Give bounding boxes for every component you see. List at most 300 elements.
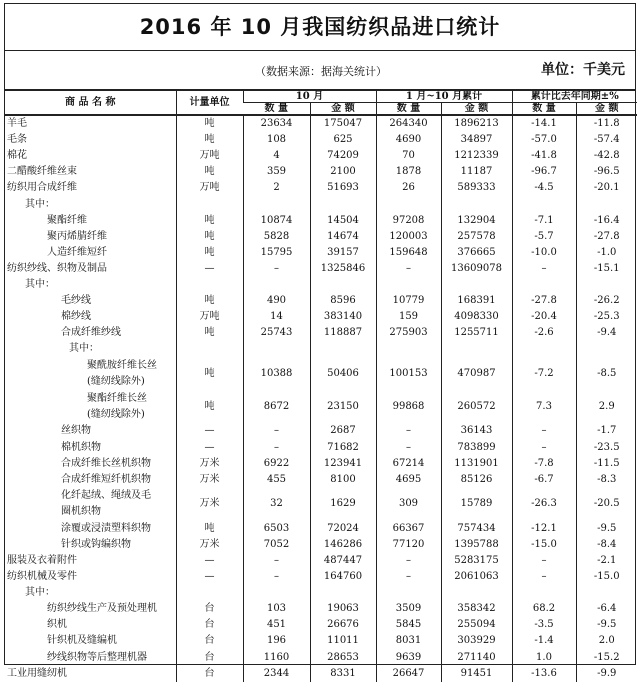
ytd-amt-cell <box>441 277 512 293</box>
table-row <box>5 472 637 488</box>
product-name: 化纤起绒、绳绒及毛 <box>61 490 151 502</box>
oct-qty-cell: 25743 <box>243 325 310 341</box>
ytd-amt-cell: 15789 <box>441 488 512 521</box>
unit-cell: 台 <box>176 633 243 649</box>
oct-amt-cell <box>310 585 376 601</box>
product-name: 织机 <box>47 619 67 631</box>
product-name-cell <box>5 521 176 537</box>
oct-qty-cell: 1160 <box>243 650 310 666</box>
product-name: 纺织用合成纤维 <box>7 182 77 194</box>
yoy-amt-cell: -8.4 <box>576 537 637 553</box>
table-row <box>5 164 637 180</box>
product-name-cell <box>5 325 176 341</box>
product-name: 聚酯纤维 <box>47 214 87 226</box>
unit-cell: 吨 <box>176 132 243 148</box>
unit-cell: 万米 <box>176 488 243 521</box>
oct-qty-cell: 6922 <box>243 456 310 472</box>
product-name-cell <box>5 245 176 261</box>
ytd-qty-cell <box>376 277 441 293</box>
unit-cell: 万吨 <box>176 148 243 164</box>
table-row <box>5 309 637 325</box>
product-name: 羊毛 <box>7 118 27 130</box>
unit-cell: 台 <box>176 650 243 666</box>
product-name-cell <box>5 553 176 569</box>
yoy-qty-cell <box>512 585 576 601</box>
unit-cell: 万吨 <box>176 180 243 196</box>
product-name: 聚酰胺纤维长丝 <box>87 359 157 371</box>
ytd-amt-cell: 1255711 <box>441 325 512 341</box>
table-row <box>5 456 637 472</box>
unit-cell: 吨 <box>176 229 243 245</box>
unit-cell: 万米 <box>176 537 243 553</box>
product-name: 其中： <box>25 278 55 290</box>
product-name: 人造纤维短纤 <box>47 246 107 258</box>
header-oct-qty: 数 量 <box>243 103 310 116</box>
oct-amt-cell: 487447 <box>310 553 376 569</box>
yoy-qty-cell: -15.0 <box>512 537 576 553</box>
unit-cell <box>176 196 243 212</box>
ytd-amt-cell: 132904 <box>441 213 512 229</box>
oct-amt-cell <box>310 277 376 293</box>
table-row <box>5 617 637 633</box>
oct-amt-cell: 2100 <box>310 164 376 180</box>
oct-amt-cell: 2687 <box>310 423 376 439</box>
oct-qty-cell: 196 <box>243 633 310 649</box>
unit-cell: 吨 <box>176 390 243 423</box>
yoy-qty-cell: -20.4 <box>512 309 576 325</box>
product-name: 毛条 <box>7 134 27 146</box>
unit-cell: — <box>176 440 243 456</box>
ytd-amt-cell: 757434 <box>441 521 512 537</box>
ytd-amt-cell: 1395788 <box>441 537 512 553</box>
oct-qty-cell: 4 <box>243 148 310 164</box>
yoy-qty-cell <box>512 341 576 357</box>
yoy-amt-cell: -11.5 <box>576 456 637 472</box>
ytd-qty-cell: 159 <box>376 309 441 325</box>
ytd-qty-cell: 97208 <box>376 213 441 229</box>
ytd-amt-cell: 1212339 <box>441 148 512 164</box>
product-name: 纺织机械及零件 <box>7 571 77 583</box>
oct-qty-cell: 10388 <box>243 357 310 390</box>
product-name-cell <box>5 423 176 439</box>
yoy-qty-cell: 68.2 <box>512 601 576 617</box>
ytd-amt-cell <box>441 585 512 601</box>
ytd-amt-cell: 36143 <box>441 423 512 439</box>
yoy-amt-cell: -25.3 <box>576 309 637 325</box>
product-name: 纺织纱线、织物及制品 <box>7 262 107 274</box>
yoy-qty-cell: -26.3 <box>512 488 576 521</box>
ytd-amt-cell: 303929 <box>441 633 512 649</box>
oct-amt-cell: 14504 <box>310 213 376 229</box>
yoy-amt-cell: -15.2 <box>576 650 637 666</box>
yoy-amt-cell: -9.4 <box>576 325 637 341</box>
ytd-qty-cell: 275903 <box>376 325 441 341</box>
yoy-amt-cell: -27.8 <box>576 229 637 245</box>
product-name: 针织或钩编织物 <box>61 538 131 550</box>
yoy-amt-cell: -1.7 <box>576 423 637 439</box>
product-name: 聚酯纤维长丝 <box>87 392 147 404</box>
oct-qty-cell: 490 <box>243 293 310 309</box>
header-unit: 计量单位 <box>176 91 243 115</box>
table-row <box>5 488 637 521</box>
product-name-cell <box>5 293 176 309</box>
ytd-amt-cell: 1896213 <box>441 115 512 132</box>
ytd-amt-cell: 1131901 <box>441 456 512 472</box>
table-row <box>5 132 637 148</box>
table-row <box>5 277 637 293</box>
product-name-cell <box>5 213 176 229</box>
product-name: 棉机织物 <box>61 441 101 453</box>
product-name: 合成纤维长丝机织物 <box>61 457 151 469</box>
unit-cell <box>176 277 243 293</box>
ytd-amt-cell: 358342 <box>441 601 512 617</box>
product-name-cell <box>5 537 176 553</box>
oct-qty-cell: – <box>243 423 310 439</box>
ytd-qty-cell: 70 <box>376 148 441 164</box>
ytd-amt-cell: 376665 <box>441 245 512 261</box>
yoy-qty-cell <box>512 196 576 212</box>
oct-qty-cell <box>243 196 310 212</box>
product-name: 工业用缝纫机 <box>7 667 67 679</box>
table-row <box>5 521 637 537</box>
product-name-cell <box>5 309 176 325</box>
ytd-qty-cell <box>376 341 441 357</box>
yoy-qty-cell: -1.4 <box>512 633 576 649</box>
product-name: 二醋酸纤维丝束 <box>7 166 77 178</box>
yoy-qty-cell: -57.0 <box>512 132 576 148</box>
product-name-cell <box>5 341 176 357</box>
yoy-amt-cell: -15.1 <box>576 261 637 277</box>
product-name-continued: (缝纫线除外) <box>87 408 145 420</box>
yoy-amt-cell: -42.8 <box>576 148 637 164</box>
product-name-cell <box>5 585 176 601</box>
oct-amt-cell: 175047 <box>310 115 376 132</box>
table-row <box>5 569 637 585</box>
table-row <box>5 293 637 309</box>
product-name-cell <box>5 132 176 148</box>
yoy-qty-cell: – <box>512 423 576 439</box>
table-row <box>5 115 637 132</box>
product-name-cell <box>5 488 176 521</box>
ytd-qty-cell: 4690 <box>376 132 441 148</box>
product-name-cell <box>5 633 176 649</box>
page-title: 2016 年 10 月我国纺织品进口统计 <box>5 4 635 51</box>
product-name-cell <box>5 456 176 472</box>
oct-qty-cell: 455 <box>243 472 310 488</box>
unit-cell: 吨 <box>176 357 243 390</box>
oct-qty-cell: 451 <box>243 617 310 633</box>
oct-qty-cell: 8672 <box>243 390 310 423</box>
yoy-qty-cell: – <box>512 553 576 569</box>
oct-amt-cell: 26676 <box>310 617 376 633</box>
ytd-qty-cell <box>376 196 441 212</box>
unit-cell: — <box>176 423 243 439</box>
yoy-qty-cell: -7.2 <box>512 357 576 390</box>
report-meta <box>5 51 635 91</box>
table-body <box>5 115 637 682</box>
yoy-amt-cell: -20.5 <box>576 488 637 521</box>
yoy-amt-cell <box>576 277 637 293</box>
unit-cell: 台 <box>176 601 243 617</box>
header-ytd: 1 月~10 月累计 <box>376 91 512 103</box>
product-name: 针织机及缝编机 <box>47 635 117 647</box>
unit-cell: 吨 <box>176 115 243 132</box>
ytd-qty-cell: 10779 <box>376 293 441 309</box>
table-row <box>5 229 637 245</box>
ytd-qty-cell: 1878 <box>376 164 441 180</box>
oct-qty-cell: 108 <box>243 132 310 148</box>
unit-cell: 台 <box>176 666 243 682</box>
ytd-amt-cell: 91451 <box>441 666 512 682</box>
yoy-qty-cell: 1.0 <box>512 650 576 666</box>
header-yoy: 累计比去年同期±% <box>512 91 637 103</box>
oct-qty-cell: 15795 <box>243 245 310 261</box>
unit-cell: 吨 <box>176 164 243 180</box>
oct-amt-cell: 51693 <box>310 180 376 196</box>
yoy-amt-cell: -26.2 <box>576 293 637 309</box>
ytd-qty-cell: – <box>376 553 441 569</box>
yoy-amt-cell: -16.4 <box>576 213 637 229</box>
yoy-amt-cell: -9.9 <box>576 666 637 682</box>
oct-amt-cell: 123941 <box>310 456 376 472</box>
yoy-qty-cell: -4.5 <box>512 180 576 196</box>
ytd-qty-cell: 4695 <box>376 472 441 488</box>
oct-amt-cell: 8331 <box>310 666 376 682</box>
yoy-qty-cell: -3.5 <box>512 617 576 633</box>
product-name: 合成纤维短纤机织物 <box>61 473 151 485</box>
oct-amt-cell: 146286 <box>310 537 376 553</box>
yoy-amt-cell: -1.0 <box>576 245 637 261</box>
yoy-qty-cell: -13.6 <box>512 666 576 682</box>
table-row <box>5 213 637 229</box>
yoy-amt-cell: -15.0 <box>576 569 637 585</box>
oct-qty-cell: 2 <box>243 180 310 196</box>
unit-cell: — <box>176 553 243 569</box>
ytd-amt-cell <box>441 341 512 357</box>
table-row <box>5 650 637 666</box>
table-row <box>5 601 637 617</box>
oct-amt-cell <box>310 341 376 357</box>
oct-amt-cell: 39157 <box>310 245 376 261</box>
unit-cell: 万米 <box>176 456 243 472</box>
unit-cell: 吨 <box>176 293 243 309</box>
product-name-cell <box>5 115 176 132</box>
ytd-qty-cell: 8031 <box>376 633 441 649</box>
ytd-qty-cell: 5845 <box>376 617 441 633</box>
unit-cell: 万米 <box>176 472 243 488</box>
import-statistics-table <box>5 91 637 682</box>
ytd-amt-cell: 34897 <box>441 132 512 148</box>
ytd-qty-cell: 77120 <box>376 537 441 553</box>
ytd-qty-cell: 9639 <box>376 650 441 666</box>
unit-cell <box>176 341 243 357</box>
product-name-cell <box>5 650 176 666</box>
yoy-qty-cell: -12.1 <box>512 521 576 537</box>
header-oct-amt: 金 额 <box>310 103 376 116</box>
table-row <box>5 148 637 164</box>
yoy-qty-cell: -41.8 <box>512 148 576 164</box>
ytd-amt-cell: 255094 <box>441 617 512 633</box>
oct-amt-cell <box>310 196 376 212</box>
yoy-qty-cell: 7.3 <box>512 390 576 423</box>
unit-cell: 吨 <box>176 245 243 261</box>
yoy-amt-cell: -23.5 <box>576 440 637 456</box>
unit-cell: — <box>176 261 243 277</box>
ytd-qty-cell: 67214 <box>376 456 441 472</box>
ytd-amt-cell: 168391 <box>441 293 512 309</box>
table-row <box>5 390 637 423</box>
oct-qty-cell: – <box>243 553 310 569</box>
ytd-amt-cell: 11187 <box>441 164 512 180</box>
ytd-amt-cell <box>441 196 512 212</box>
product-name-continued: (缝纫线除外) <box>87 375 145 387</box>
table-row <box>5 585 637 601</box>
yoy-qty-cell <box>512 277 576 293</box>
unit-cell <box>176 585 243 601</box>
table-row <box>5 245 637 261</box>
yoy-qty-cell: – <box>512 440 576 456</box>
ytd-amt-cell: 589333 <box>441 180 512 196</box>
oct-amt-cell: 50406 <box>310 357 376 390</box>
yoy-amt-cell: -57.4 <box>576 132 637 148</box>
yoy-amt-cell: -6.4 <box>576 601 637 617</box>
table-row <box>5 196 637 212</box>
product-name-cell <box>5 148 176 164</box>
table-row <box>5 357 637 390</box>
ytd-amt-cell: 2061063 <box>441 569 512 585</box>
oct-qty-cell: 103 <box>243 601 310 617</box>
header-october: 10 月 <box>243 91 376 103</box>
oct-amt-cell: 74209 <box>310 148 376 164</box>
ytd-qty-cell: 26 <box>376 180 441 196</box>
product-name-cell <box>5 569 176 585</box>
product-name: 涂覆或浸渍塑料织物 <box>61 522 151 534</box>
product-name-cell <box>5 601 176 617</box>
yoy-amt-cell <box>576 196 637 212</box>
yoy-qty-cell: -2.6 <box>512 325 576 341</box>
oct-qty-cell <box>243 341 310 357</box>
product-name: 棉纱线 <box>61 311 91 323</box>
header-ytd-amt: 金 额 <box>441 103 512 116</box>
yoy-amt-cell: 2.9 <box>576 390 637 423</box>
yoy-qty-cell: -6.7 <box>512 472 576 488</box>
yoy-qty-cell: – <box>512 261 576 277</box>
yoy-qty-cell: -5.7 <box>512 229 576 245</box>
ytd-qty-cell: – <box>376 569 441 585</box>
oct-qty-cell: 32 <box>243 488 310 521</box>
product-name: 棉花 <box>7 150 27 162</box>
ytd-qty-cell: 100153 <box>376 357 441 390</box>
product-name-cell <box>5 440 176 456</box>
table-row <box>5 553 637 569</box>
oct-amt-cell: 72024 <box>310 521 376 537</box>
ytd-amt-cell: 4098330 <box>441 309 512 325</box>
table-header <box>5 91 637 115</box>
oct-qty-cell: – <box>243 261 310 277</box>
unit-cell: 万吨 <box>176 309 243 325</box>
report-page <box>4 3 636 679</box>
ytd-qty-cell: 159648 <box>376 245 441 261</box>
oct-qty-cell: 5828 <box>243 229 310 245</box>
product-name: 毛纱线 <box>61 295 91 307</box>
yoy-qty-cell: -14.1 <box>512 115 576 132</box>
table-row <box>5 341 637 357</box>
product-name-cell <box>5 390 176 423</box>
unit-cell: — <box>176 569 243 585</box>
header-yoy-amt: 金 额 <box>576 103 637 116</box>
product-name: 纱线织物等后整理机器 <box>47 651 147 663</box>
table-row <box>5 325 637 341</box>
oct-amt-cell: 28653 <box>310 650 376 666</box>
ytd-qty-cell: 309 <box>376 488 441 521</box>
oct-amt-cell: 164760 <box>310 569 376 585</box>
product-name-cell <box>5 472 176 488</box>
oct-qty-cell: 359 <box>243 164 310 180</box>
ytd-amt-cell: 5283175 <box>441 553 512 569</box>
ytd-qty-cell: 26647 <box>376 666 441 682</box>
oct-amt-cell: 11011 <box>310 633 376 649</box>
product-name: 其中： <box>25 587 55 599</box>
oct-amt-cell: 1325846 <box>310 261 376 277</box>
oct-qty-cell: 14 <box>243 309 310 325</box>
product-name-cell <box>5 164 176 180</box>
yoy-amt-cell: -9.5 <box>576 521 637 537</box>
yoy-amt-cell: -8.3 <box>576 472 637 488</box>
oct-amt-cell: 625 <box>310 132 376 148</box>
ytd-amt-cell: 13609078 <box>441 261 512 277</box>
ytd-amt-cell: 85126 <box>441 472 512 488</box>
oct-qty-cell: 6503 <box>243 521 310 537</box>
oct-qty-cell: – <box>243 440 310 456</box>
yoy-qty-cell: -7.8 <box>512 456 576 472</box>
table-row <box>5 666 637 682</box>
yoy-amt-cell: -20.1 <box>576 180 637 196</box>
oct-amt-cell: 14674 <box>310 229 376 245</box>
product-name-cell <box>5 277 176 293</box>
product-name-cell <box>5 666 176 682</box>
unit-cell: 台 <box>176 617 243 633</box>
yoy-qty-cell: -27.8 <box>512 293 576 309</box>
oct-amt-cell: 71682 <box>310 440 376 456</box>
oct-qty-cell: 10874 <box>243 213 310 229</box>
oct-amt-cell: 23150 <box>310 390 376 423</box>
ytd-amt-cell: 257578 <box>441 229 512 245</box>
oct-qty-cell: 7052 <box>243 537 310 553</box>
product-name-cell <box>5 196 176 212</box>
unit-cell: 吨 <box>176 521 243 537</box>
oct-qty-cell: – <box>243 569 310 585</box>
ytd-qty-cell: – <box>376 440 441 456</box>
table-row <box>5 261 637 277</box>
ytd-qty-cell: 264340 <box>376 115 441 132</box>
ytd-amt-cell: 470987 <box>441 357 512 390</box>
yoy-amt-cell: -96.5 <box>576 164 637 180</box>
ytd-qty-cell: 120003 <box>376 229 441 245</box>
oct-qty-cell: 23634 <box>243 115 310 132</box>
ytd-qty-cell: 3509 <box>376 601 441 617</box>
product-name-cell <box>5 180 176 196</box>
yoy-qty-cell: -96.7 <box>512 164 576 180</box>
ytd-qty-cell: – <box>376 261 441 277</box>
product-name: 丝织物 <box>61 425 91 437</box>
yoy-amt-cell <box>576 585 637 601</box>
ytd-amt-cell: 783899 <box>441 440 512 456</box>
product-name: 服装及衣着附件 <box>7 555 77 567</box>
product-name: 纺织纱线生产及预处理机 <box>47 603 157 615</box>
oct-qty-cell <box>243 277 310 293</box>
ytd-amt-cell: 271140 <box>441 650 512 666</box>
product-name: 聚丙烯腈纤维 <box>47 230 107 242</box>
